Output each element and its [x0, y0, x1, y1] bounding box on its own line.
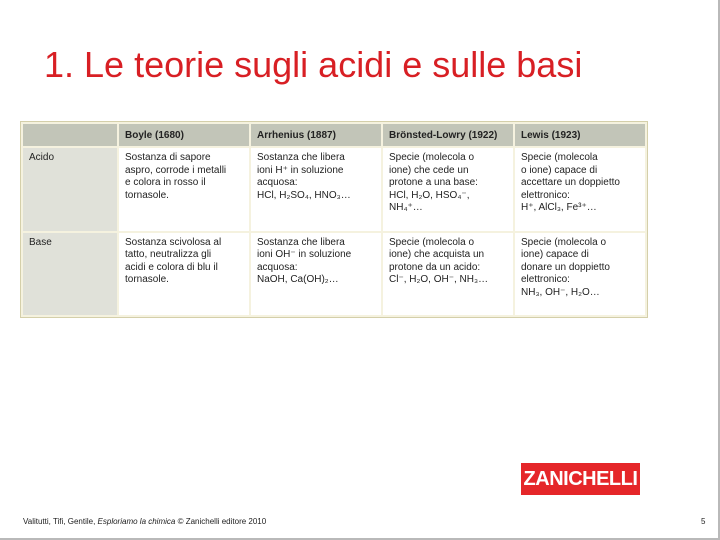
cell-line: Sostanza scivolosa al: [125, 236, 222, 248]
page-number: 5: [701, 517, 706, 526]
table-cell: [383, 233, 513, 316]
table-cell: [515, 148, 645, 231]
cell-line: NH₃, OH⁻, H₂O…: [521, 286, 600, 298]
cell-line: accettare un doppietto: [521, 177, 620, 188]
table-cell: [515, 233, 645, 316]
footer-credit: [23, 517, 266, 526]
cell-line: ione) che cede un: [389, 164, 469, 176]
cell-line: H⁺, AlCl₃, Fe³⁺…: [521, 202, 597, 213]
header-bronsted-lowry: Brönsted-Lowry (1922): [383, 124, 513, 146]
cell-line: acquosa:: [257, 261, 298, 273]
table-cell: [119, 233, 249, 316]
cell-line: donare un doppietto: [521, 261, 610, 273]
footer-publisher: © Zanichelli editore 2010: [175, 517, 267, 526]
cell-line: elettronico:: [521, 189, 570, 201]
table-cell: [119, 148, 249, 231]
cell-line: ioni H⁺ in soluzione: [257, 164, 344, 176]
cell-line: o ione) capace di: [521, 164, 598, 176]
header-lewis: Lewis (1923): [515, 124, 645, 146]
cell-line: Sostanza di sapore: [125, 152, 211, 163]
cell-line: NaOH, Ca(OH)₂…: [257, 274, 339, 285]
cell-line: acidi e colora di blu il: [125, 261, 218, 273]
table-cell: [251, 148, 381, 231]
cell-line: Cl⁻, H₂O, OH⁻, NH₃…: [389, 274, 489, 285]
cell-line: tatto, neutralizza gli: [125, 249, 212, 260]
cell-line: aspro, corrode i metalli: [125, 164, 227, 176]
slide-title: 1. Le teorie sugli acidi e sulle basi: [44, 44, 583, 85]
zanichelli-logo: ZANICHELLI: [521, 463, 640, 495]
table-header-row: [23, 124, 645, 146]
cell-line: tornasole.: [125, 274, 169, 285]
cell-line: e colora in rosso il: [125, 177, 206, 188]
cell-line: Specie (molecola o: [521, 236, 607, 248]
cell-line: HCl, H₂O, HSO₄⁻,: [389, 189, 470, 201]
table-row: [23, 233, 645, 316]
footer-book-title: Esploriamo la chimica: [97, 517, 176, 526]
acid-base-theories-table: [20, 121, 648, 318]
cell-line: Sostanza che libera: [257, 236, 345, 248]
cell-line: HCl, H₂SO₄, HNO₃…: [257, 189, 351, 201]
header-arrhenius: Arrhenius (1887): [251, 124, 381, 146]
cell-line: protone a una base:: [389, 177, 478, 188]
cell-line: ione) capace di: [521, 249, 589, 260]
header-empty: [23, 124, 117, 146]
cell-line: protone da un acido:: [389, 261, 481, 273]
cell-line: Specie (molecola o: [389, 152, 475, 163]
cell-line: ione) che acquista un: [389, 249, 485, 260]
footer-authors: Valitutti, Tifi, Gentile,: [23, 517, 98, 526]
theories-table: [21, 122, 647, 317]
cell-line: elettronico:: [521, 274, 570, 285]
cell-line: Specie (molecola o: [389, 236, 475, 248]
cell-line: tornasole.: [125, 189, 169, 201]
table-cell: [251, 233, 381, 316]
row-label-base: Base: [23, 233, 117, 316]
table-cell: [383, 148, 513, 231]
cell-line: acquosa:: [257, 177, 298, 188]
cell-line: Sostanza che libera: [257, 152, 345, 163]
row-label-acido: Acido: [23, 148, 117, 231]
table-row: [23, 148, 645, 231]
cell-line: Specie (molecola: [521, 152, 598, 163]
cell-line: ioni OH⁻ in soluzione: [257, 249, 352, 260]
cell-line: NH₄⁺…: [389, 202, 423, 213]
header-boyle: Boyle (1680): [119, 124, 249, 146]
